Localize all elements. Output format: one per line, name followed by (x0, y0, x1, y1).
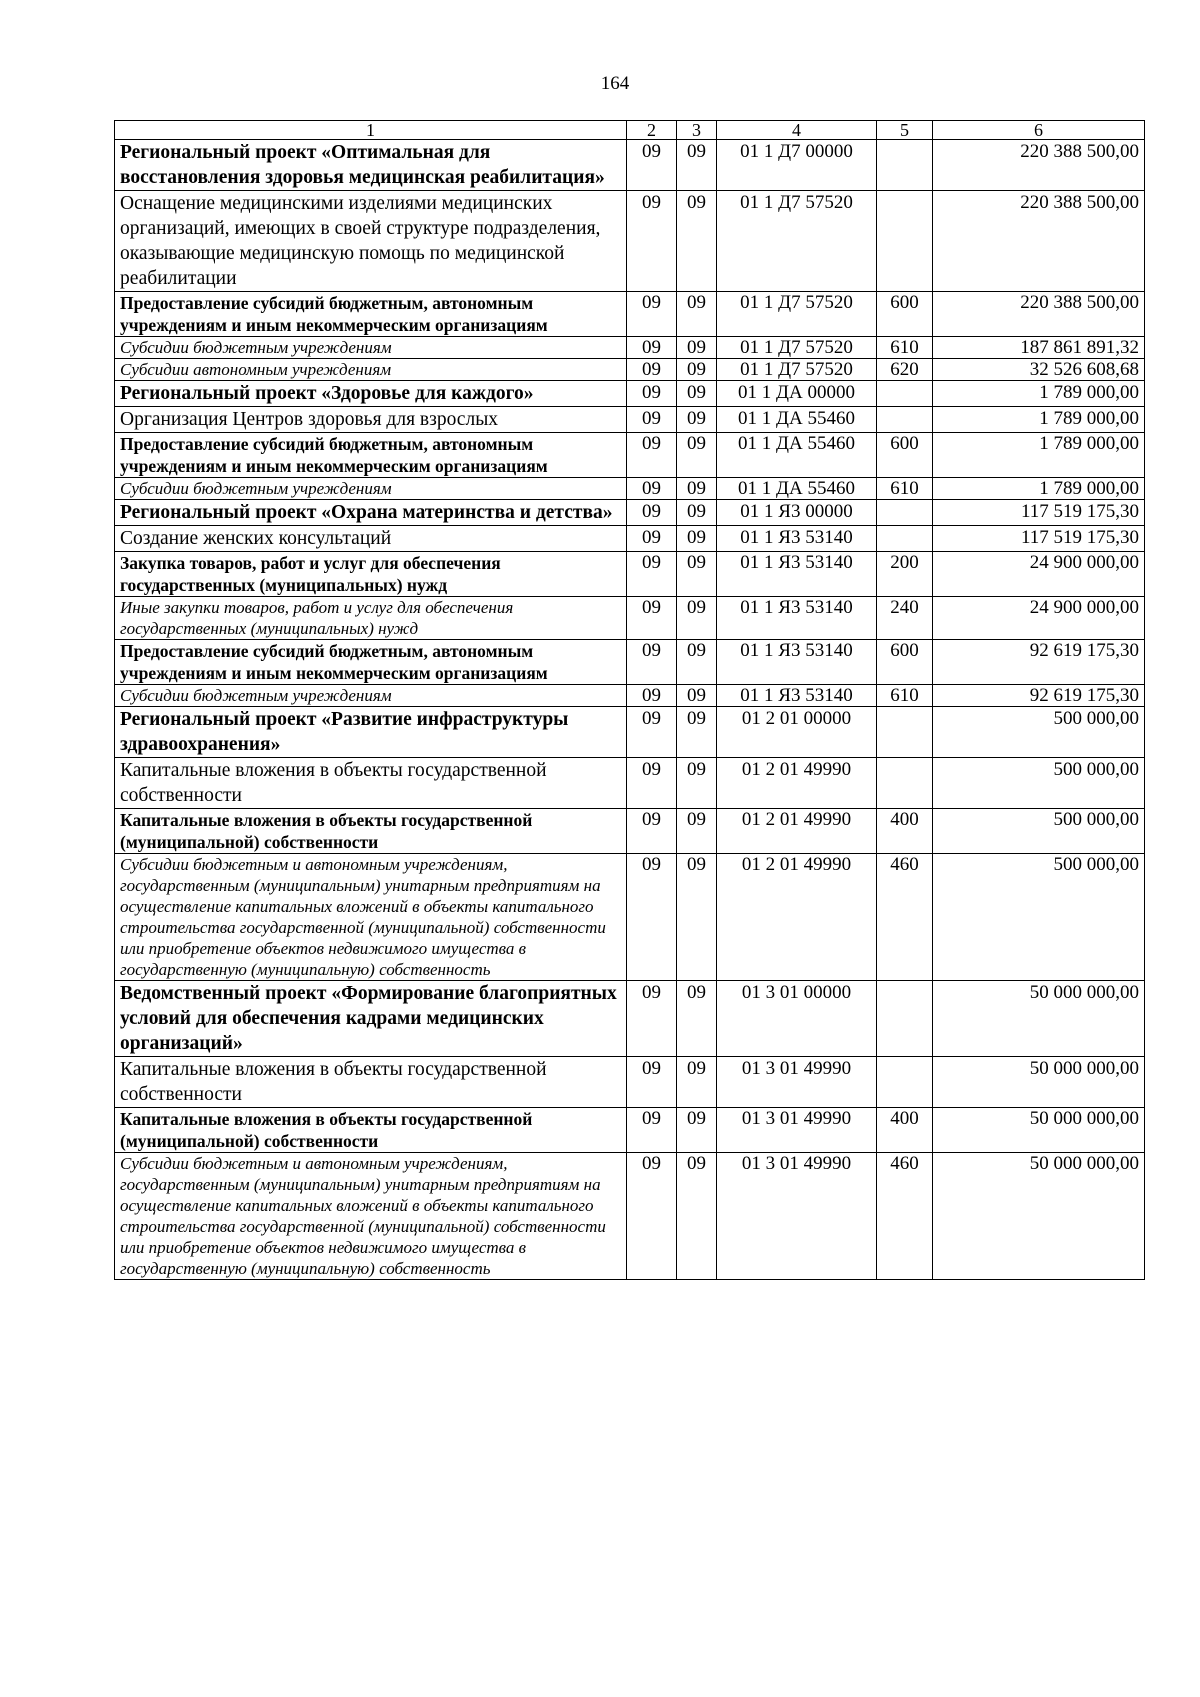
row-subsection: 09 (677, 685, 717, 707)
row-expense-type (877, 758, 933, 809)
row-section: 09 (627, 854, 677, 981)
table-row (115, 478, 1145, 500)
row-name: Предоставление субсидий бюджетным, автономным учреждениям и иным некоммерческим организациям (115, 292, 627, 337)
row-subsection: 09 (677, 1057, 717, 1108)
row-name: Предоставление субсидий бюджетным, автономным учреждениям и иным некоммерческим организациям (115, 433, 627, 478)
row-target-code: 01 1 Д7 57520 (717, 191, 877, 292)
row-target-code: 01 1 Д7 00000 (717, 140, 877, 191)
row-amount: 1 789 000,00 (933, 407, 1145, 433)
row-amount: 220 388 500,00 (933, 292, 1145, 337)
row-expense-type: 460 (877, 1153, 933, 1280)
row-section: 09 (627, 140, 677, 191)
row-subsection: 09 (677, 359, 717, 381)
row-target-code: 01 1 Я3 53140 (717, 597, 877, 640)
row-amount: 500 000,00 (933, 854, 1145, 981)
row-target-code: 01 3 01 49990 (717, 1057, 877, 1108)
row-section: 09 (627, 337, 677, 359)
row-name: Субсидии бюджетным учреждениям (115, 685, 627, 707)
table-row (115, 640, 1145, 685)
row-amount: 50 000 000,00 (933, 1153, 1145, 1280)
row-expense-type (877, 407, 933, 433)
row-amount: 117 519 175,30 (933, 526, 1145, 552)
header-col-5: 5 (877, 121, 933, 140)
row-subsection: 09 (677, 707, 717, 758)
table-row (115, 526, 1145, 552)
row-amount: 220 388 500,00 (933, 140, 1145, 191)
row-name: Капитальные вложения в объекты государственной (муниципальной) собственности (115, 809, 627, 854)
row-name: Иные закупки товаров, работ и услуг для обеспечения государственных (муниципальных) нужд (115, 597, 627, 640)
table-row (115, 191, 1145, 292)
row-name: Региональный проект «Развитие инфраструктуры здравоохранения» (115, 707, 627, 758)
row-name: Создание женских консультаций (115, 526, 627, 552)
row-expense-type (877, 707, 933, 758)
table-body (115, 140, 1145, 1280)
row-expense-type (877, 140, 933, 191)
row-subsection: 09 (677, 407, 717, 433)
row-expense-type: 610 (877, 337, 933, 359)
row-name: Закупка товаров, работ и услуг для обеспечения государственных (муниципальных) нужд (115, 552, 627, 597)
page-number: 164 (600, 73, 630, 94)
row-target-code: 01 1 ДА 00000 (717, 381, 877, 407)
row-subsection: 09 (677, 140, 717, 191)
row-amount: 1 789 000,00 (933, 478, 1145, 500)
table-row (115, 854, 1145, 981)
row-expense-type: 600 (877, 640, 933, 685)
row-subsection: 09 (677, 758, 717, 809)
row-expense-type: 400 (877, 1108, 933, 1153)
row-amount: 24 900 000,00 (933, 597, 1145, 640)
row-section: 09 (627, 809, 677, 854)
row-section: 09 (627, 433, 677, 478)
row-target-code: 01 1 Д7 57520 (717, 359, 877, 381)
row-name: Капитальные вложения в объекты государственной (муниципальной) собственности (115, 1108, 627, 1153)
row-expense-type (877, 1057, 933, 1108)
table-header (115, 121, 1145, 140)
row-subsection: 09 (677, 1153, 717, 1280)
row-expense-type: 620 (877, 359, 933, 381)
row-amount: 187 861 891,32 (933, 337, 1145, 359)
table-row (115, 1108, 1145, 1153)
table-row (115, 758, 1145, 809)
row-expense-type (877, 191, 933, 292)
row-expense-type: 610 (877, 685, 933, 707)
table-row (115, 381, 1145, 407)
row-target-code: 01 3 01 00000 (717, 981, 877, 1057)
row-target-code: 01 1 Д7 57520 (717, 337, 877, 359)
row-target-code: 01 1 ДА 55460 (717, 478, 877, 500)
table-row (115, 292, 1145, 337)
header-col-2: 2 (627, 121, 677, 140)
row-expense-type: 600 (877, 292, 933, 337)
row-expense-type (877, 381, 933, 407)
budget-table (114, 120, 1145, 1280)
header-col-6: 6 (933, 121, 1145, 140)
row-target-code: 01 1 Я3 53140 (717, 685, 877, 707)
row-amount: 92 619 175,30 (933, 640, 1145, 685)
row-expense-type (877, 500, 933, 526)
row-amount: 220 388 500,00 (933, 191, 1145, 292)
row-subsection: 09 (677, 337, 717, 359)
row-target-code: 01 2 01 00000 (717, 707, 877, 758)
row-subsection: 09 (677, 854, 717, 981)
row-name: Субсидии бюджетным учреждениям (115, 337, 627, 359)
row-name: Региональный проект «Охрана материнства и детства» (115, 500, 627, 526)
row-section: 09 (627, 500, 677, 526)
row-section: 09 (627, 526, 677, 552)
header-col-1: 1 (115, 121, 627, 140)
row-subsection: 09 (677, 809, 717, 854)
row-subsection: 09 (677, 640, 717, 685)
row-amount: 500 000,00 (933, 809, 1145, 854)
row-amount: 92 619 175,30 (933, 685, 1145, 707)
row-target-code: 01 1 Я3 53140 (717, 526, 877, 552)
row-section: 09 (627, 552, 677, 597)
row-subsection: 09 (677, 381, 717, 407)
row-section: 09 (627, 640, 677, 685)
row-name: Предоставление субсидий бюджетным, автономным учреждениям и иным некоммерческим организациям (115, 640, 627, 685)
row-target-code: 01 3 01 49990 (717, 1108, 877, 1153)
table-row (115, 407, 1145, 433)
row-section: 09 (627, 1108, 677, 1153)
row-amount: 32 526 608,68 (933, 359, 1145, 381)
table-row (115, 707, 1145, 758)
row-amount: 500 000,00 (933, 758, 1145, 809)
row-section: 09 (627, 981, 677, 1057)
row-name: Ведомственный проект «Формирование благоприятных условий для обеспечения кадрами медицинских организаций» (115, 981, 627, 1057)
row-name: Субсидии автономным учреждениям (115, 359, 627, 381)
row-target-code: 01 1 Я3 53140 (717, 640, 877, 685)
row-subsection: 09 (677, 1108, 717, 1153)
row-subsection: 09 (677, 292, 717, 337)
row-target-code: 01 1 ДА 55460 (717, 433, 877, 478)
row-amount: 1 789 000,00 (933, 433, 1145, 478)
row-target-code: 01 1 Я3 00000 (717, 500, 877, 526)
row-expense-type: 200 (877, 552, 933, 597)
row-name: Капитальные вложения в объекты государственной собственности (115, 758, 627, 809)
header-col-3: 3 (677, 121, 717, 140)
row-amount: 50 000 000,00 (933, 981, 1145, 1057)
table-row (115, 1153, 1145, 1280)
row-expense-type: 240 (877, 597, 933, 640)
row-subsection: 09 (677, 981, 717, 1057)
row-section: 09 (627, 685, 677, 707)
row-subsection: 09 (677, 597, 717, 640)
row-expense-type (877, 526, 933, 552)
row-amount: 1 789 000,00 (933, 381, 1145, 407)
row-amount: 24 900 000,00 (933, 552, 1145, 597)
row-expense-type: 400 (877, 809, 933, 854)
row-target-code: 01 1 ДА 55460 (717, 407, 877, 433)
row-section: 09 (627, 191, 677, 292)
row-name: Субсидии бюджетным учреждениям (115, 478, 627, 500)
row-subsection: 09 (677, 552, 717, 597)
row-section: 09 (627, 292, 677, 337)
header-col-4: 4 (717, 121, 877, 140)
row-subsection: 09 (677, 433, 717, 478)
table-row (115, 337, 1145, 359)
row-subsection: 09 (677, 191, 717, 292)
table-row (115, 1057, 1145, 1108)
row-section: 09 (627, 407, 677, 433)
row-target-code: 01 2 01 49990 (717, 758, 877, 809)
table-row (115, 685, 1145, 707)
row-section: 09 (627, 1153, 677, 1280)
row-name: Оснащение медицинскими изделиями медицинских организаций, имеющих в своей структуре подразделения, оказывающие медицинскую помощь по медицинской реабилитации (115, 191, 627, 292)
row-target-code: 01 1 Я3 53140 (717, 552, 877, 597)
row-name: Организация Центров здоровья для взрослых (115, 407, 627, 433)
row-target-code: 01 3 01 49990 (717, 1153, 877, 1280)
table-row (115, 500, 1145, 526)
row-expense-type (877, 981, 933, 1057)
row-amount: 117 519 175,30 (933, 500, 1145, 526)
row-section: 09 (627, 478, 677, 500)
row-subsection: 09 (677, 478, 717, 500)
row-subsection: 09 (677, 500, 717, 526)
table-row (115, 359, 1145, 381)
row-section: 09 (627, 758, 677, 809)
row-expense-type: 460 (877, 854, 933, 981)
row-amount: 500 000,00 (933, 707, 1145, 758)
row-name: Субсидии бюджетным и автономным учреждениям, государственным (муниципальным) унитарным предприятиям на осуществление капитальных вложений в объекты капитального строительства государственной (муниципальной) собственности или приобретение объектов недвижимого имущества в государственную (муниципальную) собственность (115, 1153, 627, 1280)
row-expense-type: 600 (877, 433, 933, 478)
row-name: Капитальные вложения в объекты государственной собственности (115, 1057, 627, 1108)
table-row (115, 433, 1145, 478)
row-section: 09 (627, 707, 677, 758)
row-target-code: 01 2 01 49990 (717, 854, 877, 981)
table-row (115, 809, 1145, 854)
row-amount: 50 000 000,00 (933, 1108, 1145, 1153)
table-row (115, 140, 1145, 191)
row-section: 09 (627, 359, 677, 381)
table-row (115, 981, 1145, 1057)
table-row (115, 597, 1145, 640)
row-section: 09 (627, 381, 677, 407)
row-target-code: 01 2 01 49990 (717, 809, 877, 854)
header-row (115, 121, 1145, 140)
row-subsection: 09 (677, 526, 717, 552)
table-row (115, 552, 1145, 597)
row-expense-type: 610 (877, 478, 933, 500)
row-name: Субсидии бюджетным и автономным учреждениям, государственным (муниципальным) унитарным предприятиям на осуществление капитальных вложений в объекты капитального строительства государственной (муниципальной) собственности или приобретение объектов недвижимого имущества в государственную (муниципальную) собственность (115, 854, 627, 981)
row-name: Региональный проект «Оптимальная для восстановления здоровья медицинская реабилитация» (115, 140, 627, 191)
row-amount: 50 000 000,00 (933, 1057, 1145, 1108)
row-section: 09 (627, 597, 677, 640)
row-name: Региональный проект «Здоровье для каждого» (115, 381, 627, 407)
row-section: 09 (627, 1057, 677, 1108)
row-target-code: 01 1 Д7 57520 (717, 292, 877, 337)
